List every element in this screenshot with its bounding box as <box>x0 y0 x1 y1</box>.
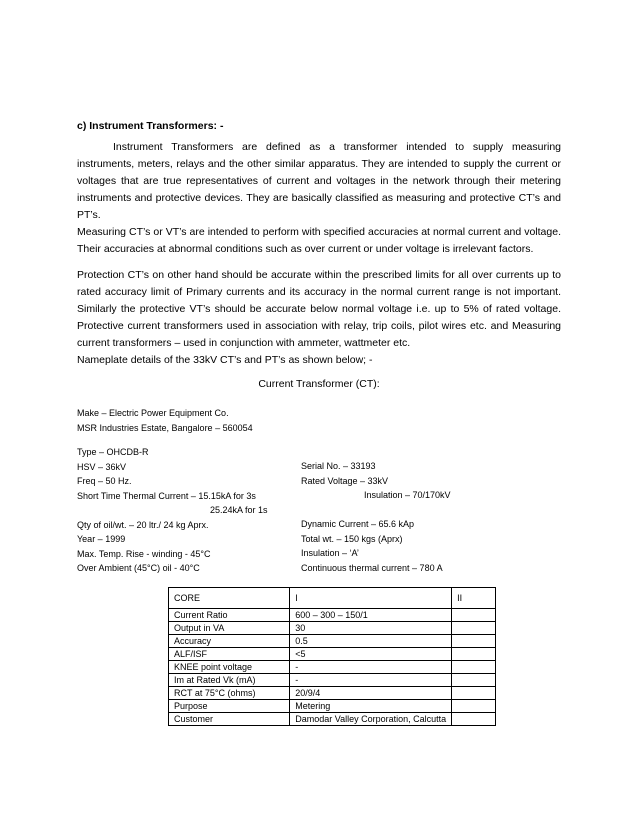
serial-line: Serial No. – 33193 <box>301 461 376 471</box>
continuous-current-line: Continuous thermal current – 780 A <box>301 562 443 573</box>
paragraph-nameplate-intro: Nameplate details of the 33kV CT’s and PT’s as shown below; - <box>77 354 373 366</box>
table-header-row <box>169 588 496 609</box>
table-cell: 0.5 <box>290 635 452 648</box>
freq-line: Freq – 50 Hz. <box>77 476 132 486</box>
thermal-current-line: Short Time Thermal Current – 15.15kA for 3s <box>77 490 256 501</box>
table-cell: Purpose <box>169 700 290 713</box>
table-cell: KNEE point voltage <box>169 661 290 674</box>
table-cell: - <box>290 661 452 674</box>
table-cell <box>452 648 496 661</box>
table-row <box>169 622 496 635</box>
thermal-current-line-2: 25.24kA for 1s <box>210 505 268 515</box>
hsv-line: HSV – 36kV <box>77 461 127 472</box>
table-row <box>169 700 496 713</box>
table-cell <box>452 713 496 726</box>
insulation-class-line: Insulation – ‘A’ <box>301 548 359 558</box>
table-cell: Im at Rated Vk (mA) <box>169 674 290 687</box>
rated-voltage-line: Rated Voltage – 33kV <box>301 475 389 486</box>
table-row <box>169 674 496 687</box>
table-cell: 600 – 300 – 150/1 <box>290 609 452 622</box>
table-cell: 20/9/4 <box>290 687 452 700</box>
address-line: MSR Industries Estate, Bangalore – 560054 <box>77 422 253 433</box>
dynamic-current-line: Dynamic Current – 65.6 kAp <box>301 519 415 529</box>
table-cell: <5 <box>290 648 452 661</box>
temp-rise-line: Max. Temp. Rise - winding - 45°C <box>77 548 211 559</box>
table-cell: Accuracy <box>169 635 290 648</box>
table-row <box>169 687 496 700</box>
table-cell <box>452 674 496 687</box>
make-line: Make – Electric Power Equipment Co. <box>77 408 229 418</box>
table-row <box>169 713 496 726</box>
table-cell: Damodar Valley Corporation, Calcutta <box>290 713 452 726</box>
ct-title: Current Transformer (CT): <box>258 378 380 390</box>
ambient-line: Over Ambient (45°C) oil - 40°C <box>77 563 200 573</box>
table-cell <box>452 622 496 635</box>
table-cell: Customer <box>169 713 290 726</box>
paragraph-measuring: Measuring CT’s or VT’s are intended to perform with specified accuracies at normal current and voltage. Their accuracies at abnormal conditions such as over current or under voltage is irrelevant factors. <box>77 226 561 255</box>
core-table <box>168 587 496 726</box>
oil-qty-line: Qty of oil/wt. – 20 ltr./ 24 kg Aprx. <box>77 519 209 530</box>
table-cell <box>452 609 496 622</box>
table-row <box>169 661 496 674</box>
table-header-cell: CORE <box>169 588 290 609</box>
paragraph-definition: Instrument Transformers are defined as a transformer intended to supply measuring instruments, meters, relays and the other similar apparatus. They are intended to supply the current or voltages that are true representatives of current and voltages in the network through their metering instruments and protective devices. They are basically classified as measuring and protective CT’s and PT’s. <box>77 141 561 221</box>
table-cell <box>452 700 496 713</box>
table-cell: RCT at 75°C (ohms) <box>169 687 290 700</box>
table-cell: ALF/ISF <box>169 648 290 661</box>
table-header-cell: I <box>290 588 452 609</box>
section-heading: c) Instrument Transformers: - <box>77 120 224 132</box>
table-cell: Output in VA <box>169 622 290 635</box>
table-cell <box>452 687 496 700</box>
type-line: Type – OHCDB-R <box>77 447 149 457</box>
table-cell: Metering <box>290 700 452 713</box>
table-cell: Current Ratio <box>169 609 290 622</box>
table-row <box>169 648 496 661</box>
table-row <box>169 635 496 648</box>
total-weight-line: Total wt. – 150 kgs (Aprx) <box>301 533 403 544</box>
table-cell <box>452 635 496 648</box>
table-cell: - <box>290 674 452 687</box>
year-line: Year – 1999 <box>77 534 126 544</box>
paragraph-protection: Protection CT’s on other hand should be accurate within the prescribed limits for all over currents up to rated accuracy limit of Primary currents and its accuracy in the normal current range is not important. Similarly the protective VT’s should be accurate below normal voltage i.e. up to 5% of rated voltage. Protective current transformers used in association with relay, trip coils, pilot wires etc. and Measuring current transformers – used in conjunction with ammeter, wattmeter etc. <box>77 269 561 349</box>
table-header-cell: II <box>452 588 496 609</box>
table-cell <box>452 661 496 674</box>
manufacturer-block <box>77 406 253 435</box>
insulation-level-line: Insulation – 70/170kV <box>364 490 451 500</box>
table-cell: 30 <box>290 622 452 635</box>
table-row <box>169 609 496 622</box>
nameplate-left-column <box>77 445 268 576</box>
spacer-line <box>301 503 451 518</box>
nameplate-right-column <box>301 459 451 575</box>
